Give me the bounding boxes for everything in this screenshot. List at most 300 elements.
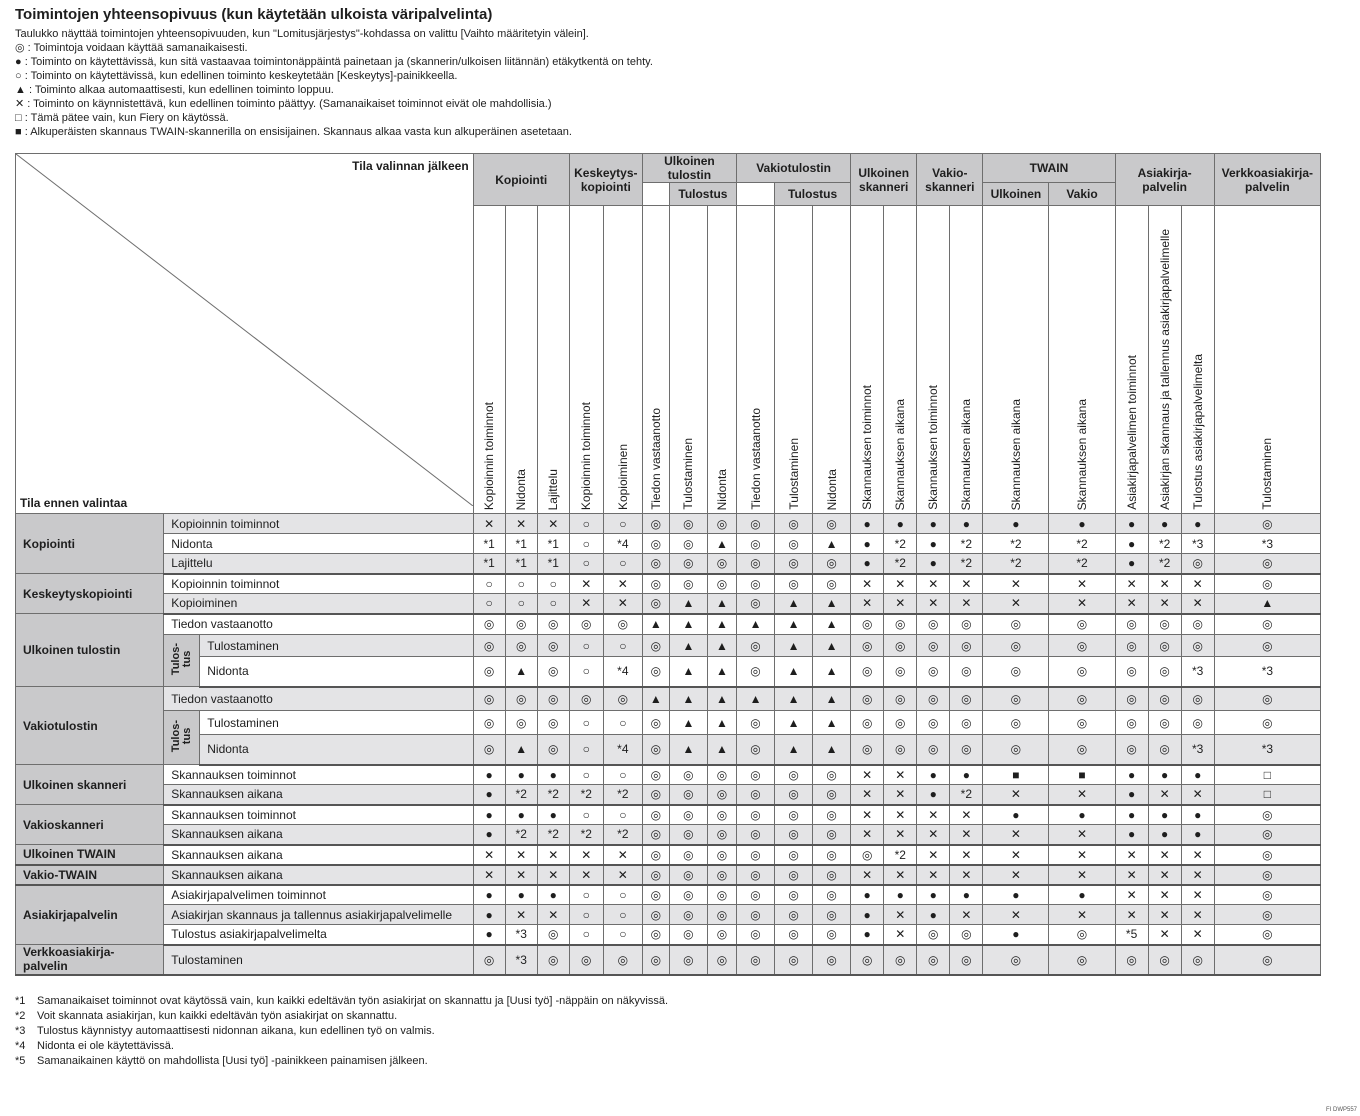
column-header: [1049, 206, 1115, 514]
matrix-cell: ◎: [707, 785, 736, 805]
matrix-cell: ◎: [1181, 614, 1214, 635]
matrix-cell: ▲: [775, 594, 813, 614]
matrix-cell: ◎: [736, 635, 774, 657]
column-header-label: Skannauksen aikana: [1075, 398, 1090, 510]
matrix-cell: *2: [537, 825, 569, 845]
matrix-cell: ◎: [505, 635, 537, 657]
corner-label-before: Tila ennen valintaa: [20, 496, 128, 510]
matrix-cell: ✕: [950, 905, 983, 925]
legend: [15, 27, 653, 139]
matrix-cell: ○: [603, 905, 642, 925]
column-header-label: Skannauksen aikana: [1008, 398, 1023, 510]
matrix-cell: ●: [1115, 514, 1148, 534]
column-header-label: Skannauksen toiminnot: [860, 385, 875, 510]
row-group-header: [16, 574, 164, 614]
matrix-cell: ○: [569, 765, 603, 785]
row-label: Tulostaminen: [200, 711, 473, 735]
matrix-cell: ◎: [1148, 945, 1181, 975]
matrix-cell: ✕: [505, 865, 537, 885]
matrix-cell: *1: [537, 534, 569, 554]
matrix-cell: ◎: [813, 765, 851, 785]
matrix-cell: ◎: [707, 865, 736, 885]
row-group-header: [16, 865, 164, 885]
matrix-cell: ◎: [917, 657, 950, 687]
matrix-cell: ●: [473, 825, 505, 845]
column-header-label: Tulostaminen: [786, 438, 801, 510]
table-row: [16, 614, 1321, 635]
matrix-cell: ✕: [1148, 865, 1181, 885]
column-header: [707, 206, 736, 514]
row-group-header: [16, 885, 164, 945]
matrix-cell: ◎: [1049, 687, 1115, 711]
matrix-cell: ◎: [851, 711, 884, 735]
matrix-cell: ✕: [603, 574, 642, 594]
matrix-cell: ○: [569, 554, 603, 574]
tulostus-subgroup: [164, 635, 200, 687]
col-group-ulkoinen-tulostin: [642, 154, 736, 183]
matrix-cell: ◎: [669, 865, 707, 885]
matrix-cell: ◎: [473, 657, 505, 687]
matrix-cell: ✕: [851, 785, 884, 805]
row-group-label: Verkkoasiakirja- palvelin: [23, 945, 115, 974]
row-group-label: Keskeytyskopiointi: [23, 586, 133, 601]
column-header-label: Asiakirjan skannaus ja tallennus asiakirjapalvelimelle: [1157, 229, 1172, 510]
matrix-cell: ✕: [950, 805, 983, 825]
matrix-cell: ▲: [775, 614, 813, 635]
matrix-cell: ●: [537, 885, 569, 905]
matrix-cell: ◎: [1214, 614, 1320, 635]
col-group-label-ulkoinen-skanneri: Ulkoinen skanneri: [858, 165, 910, 194]
footnote: [15, 994, 668, 1009]
matrix-cell: ●: [1181, 825, 1214, 845]
row-group-header: [16, 945, 164, 975]
page-title: Toimintojen yhteensopivuus (kun käytetään ulkoista väripalvelinta): [15, 6, 493, 23]
matrix-cell: ✕: [917, 574, 950, 594]
matrix-cell: ◎: [669, 765, 707, 785]
matrix-cell: ✕: [1181, 594, 1214, 614]
matrix-cell: ●: [851, 514, 884, 534]
col-group-label-vakioskanneri: Vakio- skanneri: [925, 165, 975, 194]
matrix-cell: *2: [569, 785, 603, 805]
row-label: Tiedon vastaanotto: [164, 614, 473, 635]
matrix-cell: ●: [1148, 765, 1181, 785]
matrix-cell: ◎: [642, 735, 669, 765]
matrix-cell: ◎: [1049, 711, 1115, 735]
footnote-key: *1: [15, 995, 26, 1007]
matrix-cell: ◎: [1148, 635, 1181, 657]
table-row: [16, 865, 1321, 885]
matrix-cell: ✕: [1148, 905, 1181, 925]
matrix-cell: ◎: [1115, 735, 1148, 765]
matrix-cell: *2: [1049, 534, 1115, 554]
matrix-cell: ◎: [775, 825, 813, 845]
matrix-cell: ✕: [1049, 845, 1115, 865]
table-row: [16, 534, 1321, 554]
column-header: [1214, 206, 1320, 514]
matrix-cell: ◎: [642, 765, 669, 785]
matrix-cell: ◎: [1214, 635, 1320, 657]
matrix-cell: ◎: [669, 905, 707, 925]
table-row: [16, 765, 1321, 785]
matrix-cell: ●: [537, 805, 569, 825]
matrix-cell: ◎: [884, 711, 917, 735]
matrix-cell: ◎: [736, 885, 774, 905]
matrix-cell: *3: [1181, 534, 1214, 554]
footnote-key: *2: [15, 1010, 26, 1022]
column-header: [736, 206, 774, 514]
legend-intro: Taulukko näyttää toimintojen yhteensopivuuden, kun "Lomitusjärjestys"-kohdassa on valittu [Vaihto määritetyin välein].: [15, 28, 589, 40]
column-header: [775, 206, 813, 514]
matrix-cell: ●: [473, 885, 505, 905]
matrix-cell: ▲: [707, 735, 736, 765]
matrix-cell: *2: [950, 785, 983, 805]
matrix-cell: ○: [569, 885, 603, 905]
matrix-cell: ◎: [736, 534, 774, 554]
matrix-cell: ●: [851, 554, 884, 574]
matrix-cell: ◎: [884, 657, 917, 687]
matrix-cell: ✕: [884, 865, 917, 885]
matrix-cell: *4: [603, 657, 642, 687]
matrix-cell: ◎: [736, 554, 774, 574]
matrix-cell: □: [1214, 765, 1320, 785]
matrix-cell: ◎: [983, 657, 1049, 687]
row-label: Kopioinnin toiminnot: [164, 514, 473, 534]
matrix-cell: ◎: [736, 785, 774, 805]
matrix-cell: ●: [1115, 534, 1148, 554]
matrix-cell: ○: [603, 925, 642, 945]
row-label: Tulostaminen: [200, 635, 473, 657]
matrix-cell: ◎: [505, 687, 537, 711]
matrix-cell: *2: [884, 534, 917, 554]
matrix-cell: ✕: [1181, 865, 1214, 885]
matrix-cell: ●: [950, 765, 983, 785]
matrix-cell: ◎: [775, 785, 813, 805]
matrix-cell: ◎: [1115, 687, 1148, 711]
matrix-cell: ◎: [1148, 687, 1181, 711]
matrix-cell: ◎: [1049, 735, 1115, 765]
matrix-cell: ▲: [707, 594, 736, 614]
col-subgroup-empty: [736, 183, 774, 206]
matrix-cell: ✕: [851, 805, 884, 825]
footnote-key: *3: [15, 1025, 26, 1037]
col-group-twain: TWAIN: [983, 154, 1115, 183]
matrix-cell: ◎: [1214, 514, 1320, 534]
matrix-cell: ✕: [851, 594, 884, 614]
column-header-label: Lajittelu: [546, 468, 561, 510]
table-row: [16, 574, 1321, 594]
matrix-cell: ○: [603, 805, 642, 825]
matrix-cell: *3: [1214, 735, 1320, 765]
matrix-cell: ▲: [813, 594, 851, 614]
column-header-label: Skannauksen aikana: [959, 398, 974, 510]
matrix-cell: ▲: [775, 735, 813, 765]
matrix-cell: ◎: [669, 845, 707, 865]
matrix-cell: ✕: [1115, 594, 1148, 614]
matrix-cell: ◎: [1049, 657, 1115, 687]
matrix-cell: ✕: [851, 765, 884, 785]
column-header: [569, 206, 603, 514]
matrix-cell: ◎: [537, 657, 569, 687]
matrix-cell: ◎: [669, 514, 707, 534]
matrix-cell: ◎: [642, 925, 669, 945]
matrix-cell: ◎: [1214, 845, 1320, 865]
matrix-cell: ▲: [775, 687, 813, 711]
matrix-cell: ◎: [642, 711, 669, 735]
matrix-cell: ◎: [950, 711, 983, 735]
legend-item-filled-circle: ● : Toiminto on käytettävissä, kun sitä vastaavaa toimintonäppäintä painetaan ja (skannerin/ulkoisen liitännän) etäkytkentä on tehty.: [15, 56, 653, 68]
matrix-cell: ✕: [1115, 574, 1148, 594]
matrix-cell: ○: [569, 905, 603, 925]
footnote-key: *4: [15, 1040, 26, 1052]
matrix-cell: ◎: [537, 614, 569, 635]
table-row: [16, 905, 1321, 925]
matrix-cell: ◎: [1049, 925, 1115, 945]
row-label: Tiedon vastaanotto: [164, 687, 473, 711]
matrix-cell: ◎: [775, 514, 813, 534]
matrix-cell: ●: [851, 534, 884, 554]
matrix-cell: ○: [569, 534, 603, 554]
matrix-cell: ◎: [642, 574, 669, 594]
matrix-cell: ▲: [813, 687, 851, 711]
matrix-cell: ◎: [707, 905, 736, 925]
footnote: [15, 1024, 668, 1039]
matrix-cell: ◎: [813, 574, 851, 594]
matrix-cell: *3: [505, 945, 537, 975]
row-group-label: Ulkoinen skanneri: [23, 777, 127, 792]
row-label: Lajittelu: [164, 554, 473, 574]
col-subgroup-twain-ulkoinen: Ulkoinen: [983, 183, 1049, 206]
matrix-cell: ✕: [1049, 785, 1115, 805]
matrix-cell: ✕: [603, 845, 642, 865]
col-group-label-keskeytys: Keskeytys- kopiointi: [574, 165, 638, 194]
matrix-cell: ●: [950, 514, 983, 534]
matrix-cell: ◎: [775, 945, 813, 975]
matrix-cell: ●: [505, 765, 537, 785]
matrix-cell: ◎: [642, 865, 669, 885]
matrix-cell: ◎: [1214, 554, 1320, 574]
matrix-cell: ◎: [917, 945, 950, 975]
matrix-cell: ◎: [775, 925, 813, 945]
matrix-cell: ◎: [707, 845, 736, 865]
column-header: [505, 206, 537, 514]
matrix-cell: ○: [569, 711, 603, 735]
row-label: Skannauksen toiminnot: [164, 765, 473, 785]
matrix-cell: ✕: [983, 785, 1049, 805]
matrix-cell: ▲: [813, 635, 851, 657]
matrix-cell: ○: [569, 925, 603, 945]
legend-item-triangle: ▲ : Toiminto alkaa automaattisesti, kun edellinen toiminto loppuu.: [15, 84, 334, 96]
matrix-cell: ●: [950, 885, 983, 905]
matrix-cell: ◎: [775, 534, 813, 554]
matrix-cell: ✕: [1049, 574, 1115, 594]
row-group-header: [16, 687, 164, 765]
matrix-cell: ◎: [505, 711, 537, 735]
matrix-cell: *1: [473, 534, 505, 554]
matrix-cell: ◎: [775, 805, 813, 825]
matrix-cell: *1: [505, 534, 537, 554]
matrix-cell: ●: [505, 805, 537, 825]
matrix-cell: ✕: [950, 865, 983, 885]
column-header: [669, 206, 707, 514]
column-header: [917, 206, 950, 514]
matrix-cell: ▲: [707, 711, 736, 735]
matrix-cell: ◎: [813, 514, 851, 534]
matrix-cell: ◎: [851, 845, 884, 865]
matrix-cell: ◎: [1214, 945, 1320, 975]
matrix-cell: ◎: [642, 534, 669, 554]
col-group-asiakirjapalvelin: [1115, 154, 1214, 206]
matrix-cell: ●: [1181, 514, 1214, 534]
matrix-cell: ◎: [775, 765, 813, 785]
matrix-cell: ◎: [1115, 614, 1148, 635]
matrix-cell: ✕: [917, 825, 950, 845]
matrix-cell: ▲: [642, 614, 669, 635]
row-group-label: Vakioskanneri: [23, 817, 104, 832]
matrix-cell: ◎: [736, 574, 774, 594]
matrix-cell: ◎: [473, 711, 505, 735]
matrix-cell: ◎: [473, 635, 505, 657]
matrix-cell: ●: [983, 885, 1049, 905]
column-header-label: Nidonta: [824, 468, 839, 510]
matrix-cell: ◎: [775, 905, 813, 925]
matrix-cell: ✕: [1049, 905, 1115, 925]
matrix-cell: ◎: [884, 687, 917, 711]
matrix-cell: ◎: [736, 711, 774, 735]
matrix-cell: ◎: [813, 554, 851, 574]
matrix-cell: ◎: [1115, 711, 1148, 735]
matrix-cell: ◎: [642, 885, 669, 905]
column-header-label: Kopioinnin toiminnot: [482, 401, 497, 510]
matrix-cell: ◎: [813, 865, 851, 885]
matrix-cell: ◎: [950, 614, 983, 635]
row-label: Tulostus asiakirjapalvelimelta: [164, 925, 473, 945]
matrix-cell: ◎: [707, 925, 736, 945]
matrix-cell: ◎: [1049, 614, 1115, 635]
matrix-cell: ◎: [884, 635, 917, 657]
matrix-cell: ◎: [736, 805, 774, 825]
matrix-cell: ◎: [1214, 687, 1320, 711]
row-group-label: Kopiointi: [23, 536, 75, 551]
matrix-cell: ○: [505, 594, 537, 614]
matrix-cell: ◎: [884, 614, 917, 635]
matrix-cell: ✕: [1181, 574, 1214, 594]
matrix-cell: ▲: [1214, 594, 1320, 614]
matrix-cell: ◎: [1115, 945, 1148, 975]
matrix-cell: ✕: [950, 845, 983, 865]
matrix-cell: ✕: [1115, 885, 1148, 905]
matrix-cell: ●: [884, 885, 917, 905]
col-group-label-asiakirjapalvelin: Asiakirja- palvelin: [1137, 165, 1192, 194]
matrix-cell: ◎: [537, 711, 569, 735]
col-group-ulkoinen-skanneri: [851, 154, 917, 206]
matrix-cell: ◎: [537, 925, 569, 945]
matrix-cell: ✕: [983, 845, 1049, 865]
matrix-cell: ▲: [736, 614, 774, 635]
column-header-label: Kopioinnin toiminnot: [579, 401, 594, 510]
matrix-cell: ◎: [950, 687, 983, 711]
row-group-header: [16, 845, 164, 865]
matrix-cell: *2: [884, 845, 917, 865]
row-group-label: Ulkoinen TWAIN: [23, 847, 116, 862]
matrix-cell: ◎: [1148, 735, 1181, 765]
matrix-cell: ◎: [736, 765, 774, 785]
matrix-cell: ▲: [813, 614, 851, 635]
footnote-key: *5: [15, 1055, 26, 1067]
matrix-cell: ●: [884, 514, 917, 534]
matrix-cell: ●: [1115, 825, 1148, 845]
matrix-cell: ◎: [813, 905, 851, 925]
table-row: [16, 925, 1321, 945]
matrix-cell: ●: [851, 885, 884, 905]
matrix-cell: ✕: [851, 825, 884, 845]
column-header-label: Tiedon vastaanotto: [748, 408, 763, 510]
matrix-cell: ◎: [851, 945, 884, 975]
matrix-cell: ◎: [642, 805, 669, 825]
row-label: Asiakirjan skannaus ja tallennus asiakirjapalvelimelle: [164, 905, 473, 925]
matrix-cell: ◎: [736, 735, 774, 765]
matrix-cell: *5: [1115, 925, 1148, 945]
matrix-cell: ◎: [505, 614, 537, 635]
matrix-cell: ◎: [851, 735, 884, 765]
legend-item-open-square: □ : Tämä pätee vain, kun Fiery on käytössä.: [15, 112, 229, 124]
matrix-cell: ◎: [917, 735, 950, 765]
matrix-cell: ◎: [950, 635, 983, 657]
matrix-cell: ✕: [851, 574, 884, 594]
matrix-cell: ◎: [603, 614, 642, 635]
matrix-cell: ✕: [983, 574, 1049, 594]
matrix-cell: ◎: [736, 865, 774, 885]
matrix-cell: ●: [1148, 805, 1181, 825]
matrix-cell: ■: [983, 765, 1049, 785]
legend-item-open-circle: ○ : Toiminto on käytettävissä, kun edellinen toiminto keskeytetään [Keskeytys]-painikkeella.: [15, 70, 458, 82]
matrix-cell: ◎: [736, 945, 774, 975]
matrix-cell: ○: [473, 574, 505, 594]
matrix-cell: *4: [603, 735, 642, 765]
matrix-cell: ●: [917, 765, 950, 785]
matrix-cell: ●: [1115, 785, 1148, 805]
matrix-cell: ◎: [983, 614, 1049, 635]
matrix-cell: *3: [1214, 534, 1320, 554]
matrix-cell: ◎: [537, 687, 569, 711]
matrix-cell: ◎: [813, 785, 851, 805]
col-group-vakiotulostin: Vakiotulostin: [736, 154, 850, 183]
matrix-cell: *3: [1181, 735, 1214, 765]
matrix-cell: *2: [950, 554, 983, 574]
row-label: Skannauksen toiminnot: [164, 805, 473, 825]
matrix-cell: ✕: [950, 574, 983, 594]
matrix-cell: ◎: [851, 635, 884, 657]
matrix-cell: *2: [603, 825, 642, 845]
compatibility-table: [15, 153, 1321, 976]
matrix-cell: *2: [884, 554, 917, 574]
row-group-label: Asiakirjapalvelin: [23, 907, 118, 922]
matrix-cell: ○: [603, 514, 642, 534]
matrix-cell: ✕: [884, 925, 917, 945]
matrix-cell: ✕: [983, 865, 1049, 885]
matrix-cell: ◎: [736, 845, 774, 865]
matrix-cell: ✕: [537, 905, 569, 925]
matrix-cell: ▲: [642, 687, 669, 711]
column-header-label: Tiedon vastaanotto: [648, 408, 663, 510]
matrix-cell: ✕: [1115, 905, 1148, 925]
footnote-text: Voit skannata asiakirjan, kun kaikki edeltävän työn asiakirjat on skannattu.: [37, 1010, 398, 1022]
matrix-cell: ◎: [983, 945, 1049, 975]
matrix-cell: ✕: [603, 594, 642, 614]
matrix-cell: ●: [1181, 805, 1214, 825]
matrix-cell: ✕: [1115, 845, 1148, 865]
row-label: Kopioiminen: [164, 594, 473, 614]
table-row: [16, 825, 1321, 845]
